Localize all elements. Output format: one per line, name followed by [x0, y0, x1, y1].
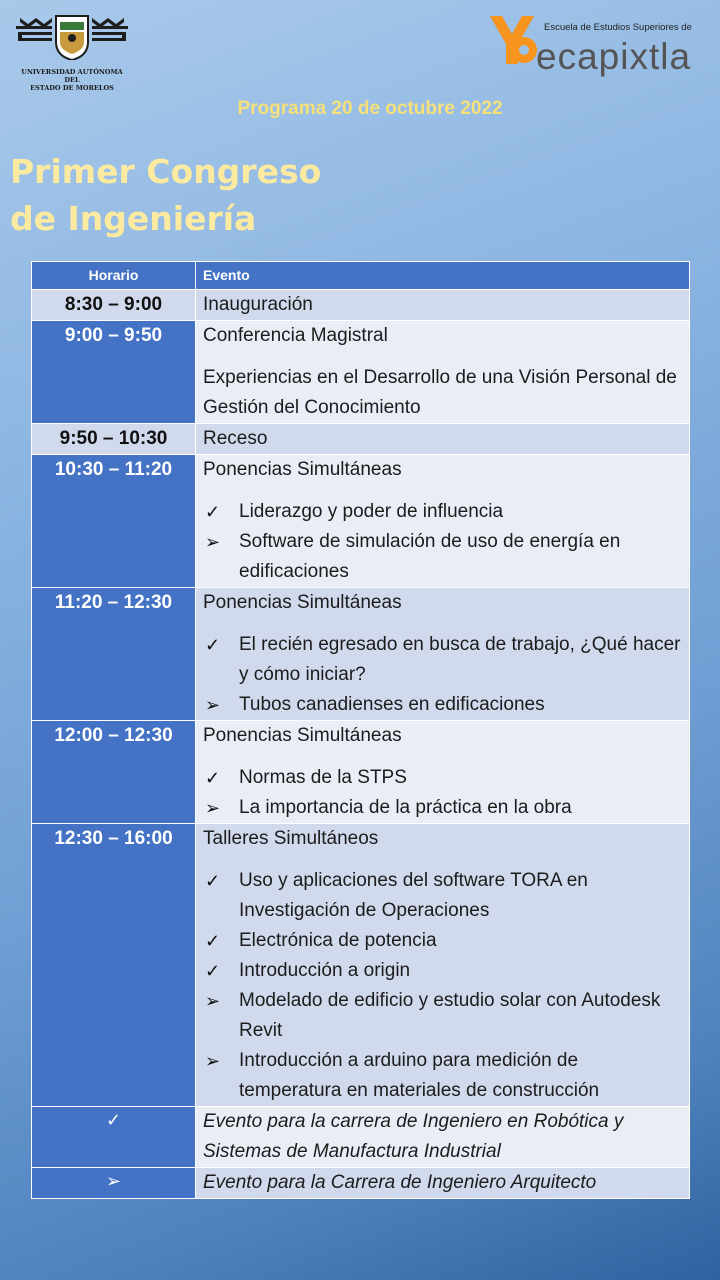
row-time: 12:00 – 12:30: [32, 721, 196, 824]
list-item: [203, 956, 685, 986]
list-item: [203, 926, 685, 956]
row-time: 12:30 – 16:00: [32, 824, 196, 1107]
event-title: Conferencia Magistral: [203, 325, 388, 346]
row-event: [196, 588, 690, 721]
legend-text: Evento para la carrera de Ingeniero en Robótica y Sistemas de Manufactura Industrial: [196, 1107, 690, 1168]
row-time: 11:20 – 12:30: [32, 588, 196, 721]
uaem-crest-icon: [14, 12, 130, 60]
list-item: [203, 497, 685, 527]
event-title: Ponencias Simultáneas: [203, 725, 402, 746]
list-item: [203, 866, 685, 926]
row-event: [196, 321, 690, 424]
arrow-icon: ➢: [205, 532, 221, 552]
check-icon: ✓: [205, 768, 221, 788]
item-text: Modelado de edificio y estudio solar con Autodesk Revit: [239, 990, 661, 1041]
arrow-icon: ➢: [205, 798, 221, 818]
event-title: Talleres Simultáneos: [203, 828, 379, 849]
list-item: [203, 986, 685, 1046]
uaem-logo: [14, 12, 130, 92]
legend-row: [32, 1107, 690, 1168]
row-event: [196, 824, 690, 1107]
table-row: [32, 824, 690, 1107]
table-row: [32, 424, 690, 455]
check-icon: ✓: [205, 931, 221, 951]
event-title: Ponencias Simultáneas: [203, 459, 402, 480]
title-line1: Primer Congreso: [10, 152, 322, 191]
list-item: [203, 1046, 685, 1106]
event-title: Inauguración: [203, 294, 313, 315]
check-icon: ✓: [205, 635, 221, 655]
column-header-event: Evento: [196, 262, 690, 290]
item-text: Uso y aplicaciones del software TORA en Investigación de Operaciones: [239, 870, 588, 921]
item-text: El recién egresado en busca de trabajo, ¿Qué hacer y cómo iniciar?: [239, 634, 681, 685]
schedule-table: [31, 261, 690, 1199]
page-title: [10, 148, 321, 242]
check-icon: ✓: [205, 961, 221, 981]
item-text: Normas de la STPS: [239, 767, 407, 788]
title-line2: de Ingeniería: [10, 199, 257, 238]
row-time: 9:50 – 10:30: [32, 424, 196, 455]
row-time: 10:30 – 11:20: [32, 455, 196, 588]
check-icon: ✓: [205, 502, 221, 522]
list-item: [203, 630, 685, 690]
row-event: [196, 455, 690, 588]
program-date: Programa 20 de octubre 2022: [237, 98, 503, 119]
legend-text: Evento para la Carrera de Ingeniero Arquitecto: [196, 1168, 690, 1199]
item-text: Tubos canadienses en edificaciones: [239, 694, 545, 715]
arrow-icon: ➢: [205, 695, 221, 715]
table-row: [32, 321, 690, 424]
eesa-name: ecapixtla: [536, 36, 692, 77]
list-item: [203, 793, 685, 823]
eesa-logo: [488, 12, 710, 77]
event-detail: Experiencias en el Desarrollo de una Visión Personal de Gestión del Conocimiento: [203, 367, 677, 418]
uaem-name-line2: ESTADO DE MORELOS: [30, 84, 114, 92]
table-row: [32, 290, 690, 321]
row-time: 8:30 – 9:00: [32, 290, 196, 321]
legend-row: [32, 1168, 690, 1199]
uaem-name-line1: UNIVERSIDAD AUTÓNOMA DEL: [21, 68, 123, 84]
column-header-time: Horario: [32, 262, 196, 290]
item-text: Liderazgo y poder de influencia: [239, 501, 504, 522]
item-text: Introducción a arduino para medición de temperatura en materiales de construcción: [239, 1050, 600, 1101]
item-text: Software de simulación de uso de energía en edificaciones: [239, 531, 621, 582]
event-title: Receso: [203, 428, 268, 449]
eesa-subtitle: Escuela de Estudios Superiores de: [544, 22, 692, 33]
table-row: [32, 721, 690, 824]
table-header-row: [32, 262, 690, 290]
uaem-name: [14, 68, 130, 92]
event-title: Ponencias Simultáneas: [203, 592, 402, 613]
arrow-icon: ➢: [205, 1051, 221, 1071]
item-text: Introducción a origin: [239, 960, 411, 981]
table-row: [32, 588, 690, 721]
item-text: Electrónica de potencia: [239, 930, 437, 951]
check-icon: ✓: [205, 871, 221, 891]
item-text: La importancia de la práctica en la obra: [239, 797, 572, 818]
row-event: [196, 290, 690, 321]
arrow-icon: ➢: [205, 991, 221, 1011]
row-event: [196, 721, 690, 824]
row-event: [196, 424, 690, 455]
row-time: 9:00 – 9:50: [32, 321, 196, 424]
arrow-icon: ➢: [32, 1168, 196, 1199]
list-item: [203, 763, 685, 793]
table-row: [32, 455, 690, 588]
list-item: [203, 690, 685, 720]
list-item: [203, 527, 685, 587]
check-icon: ✓: [32, 1107, 196, 1168]
